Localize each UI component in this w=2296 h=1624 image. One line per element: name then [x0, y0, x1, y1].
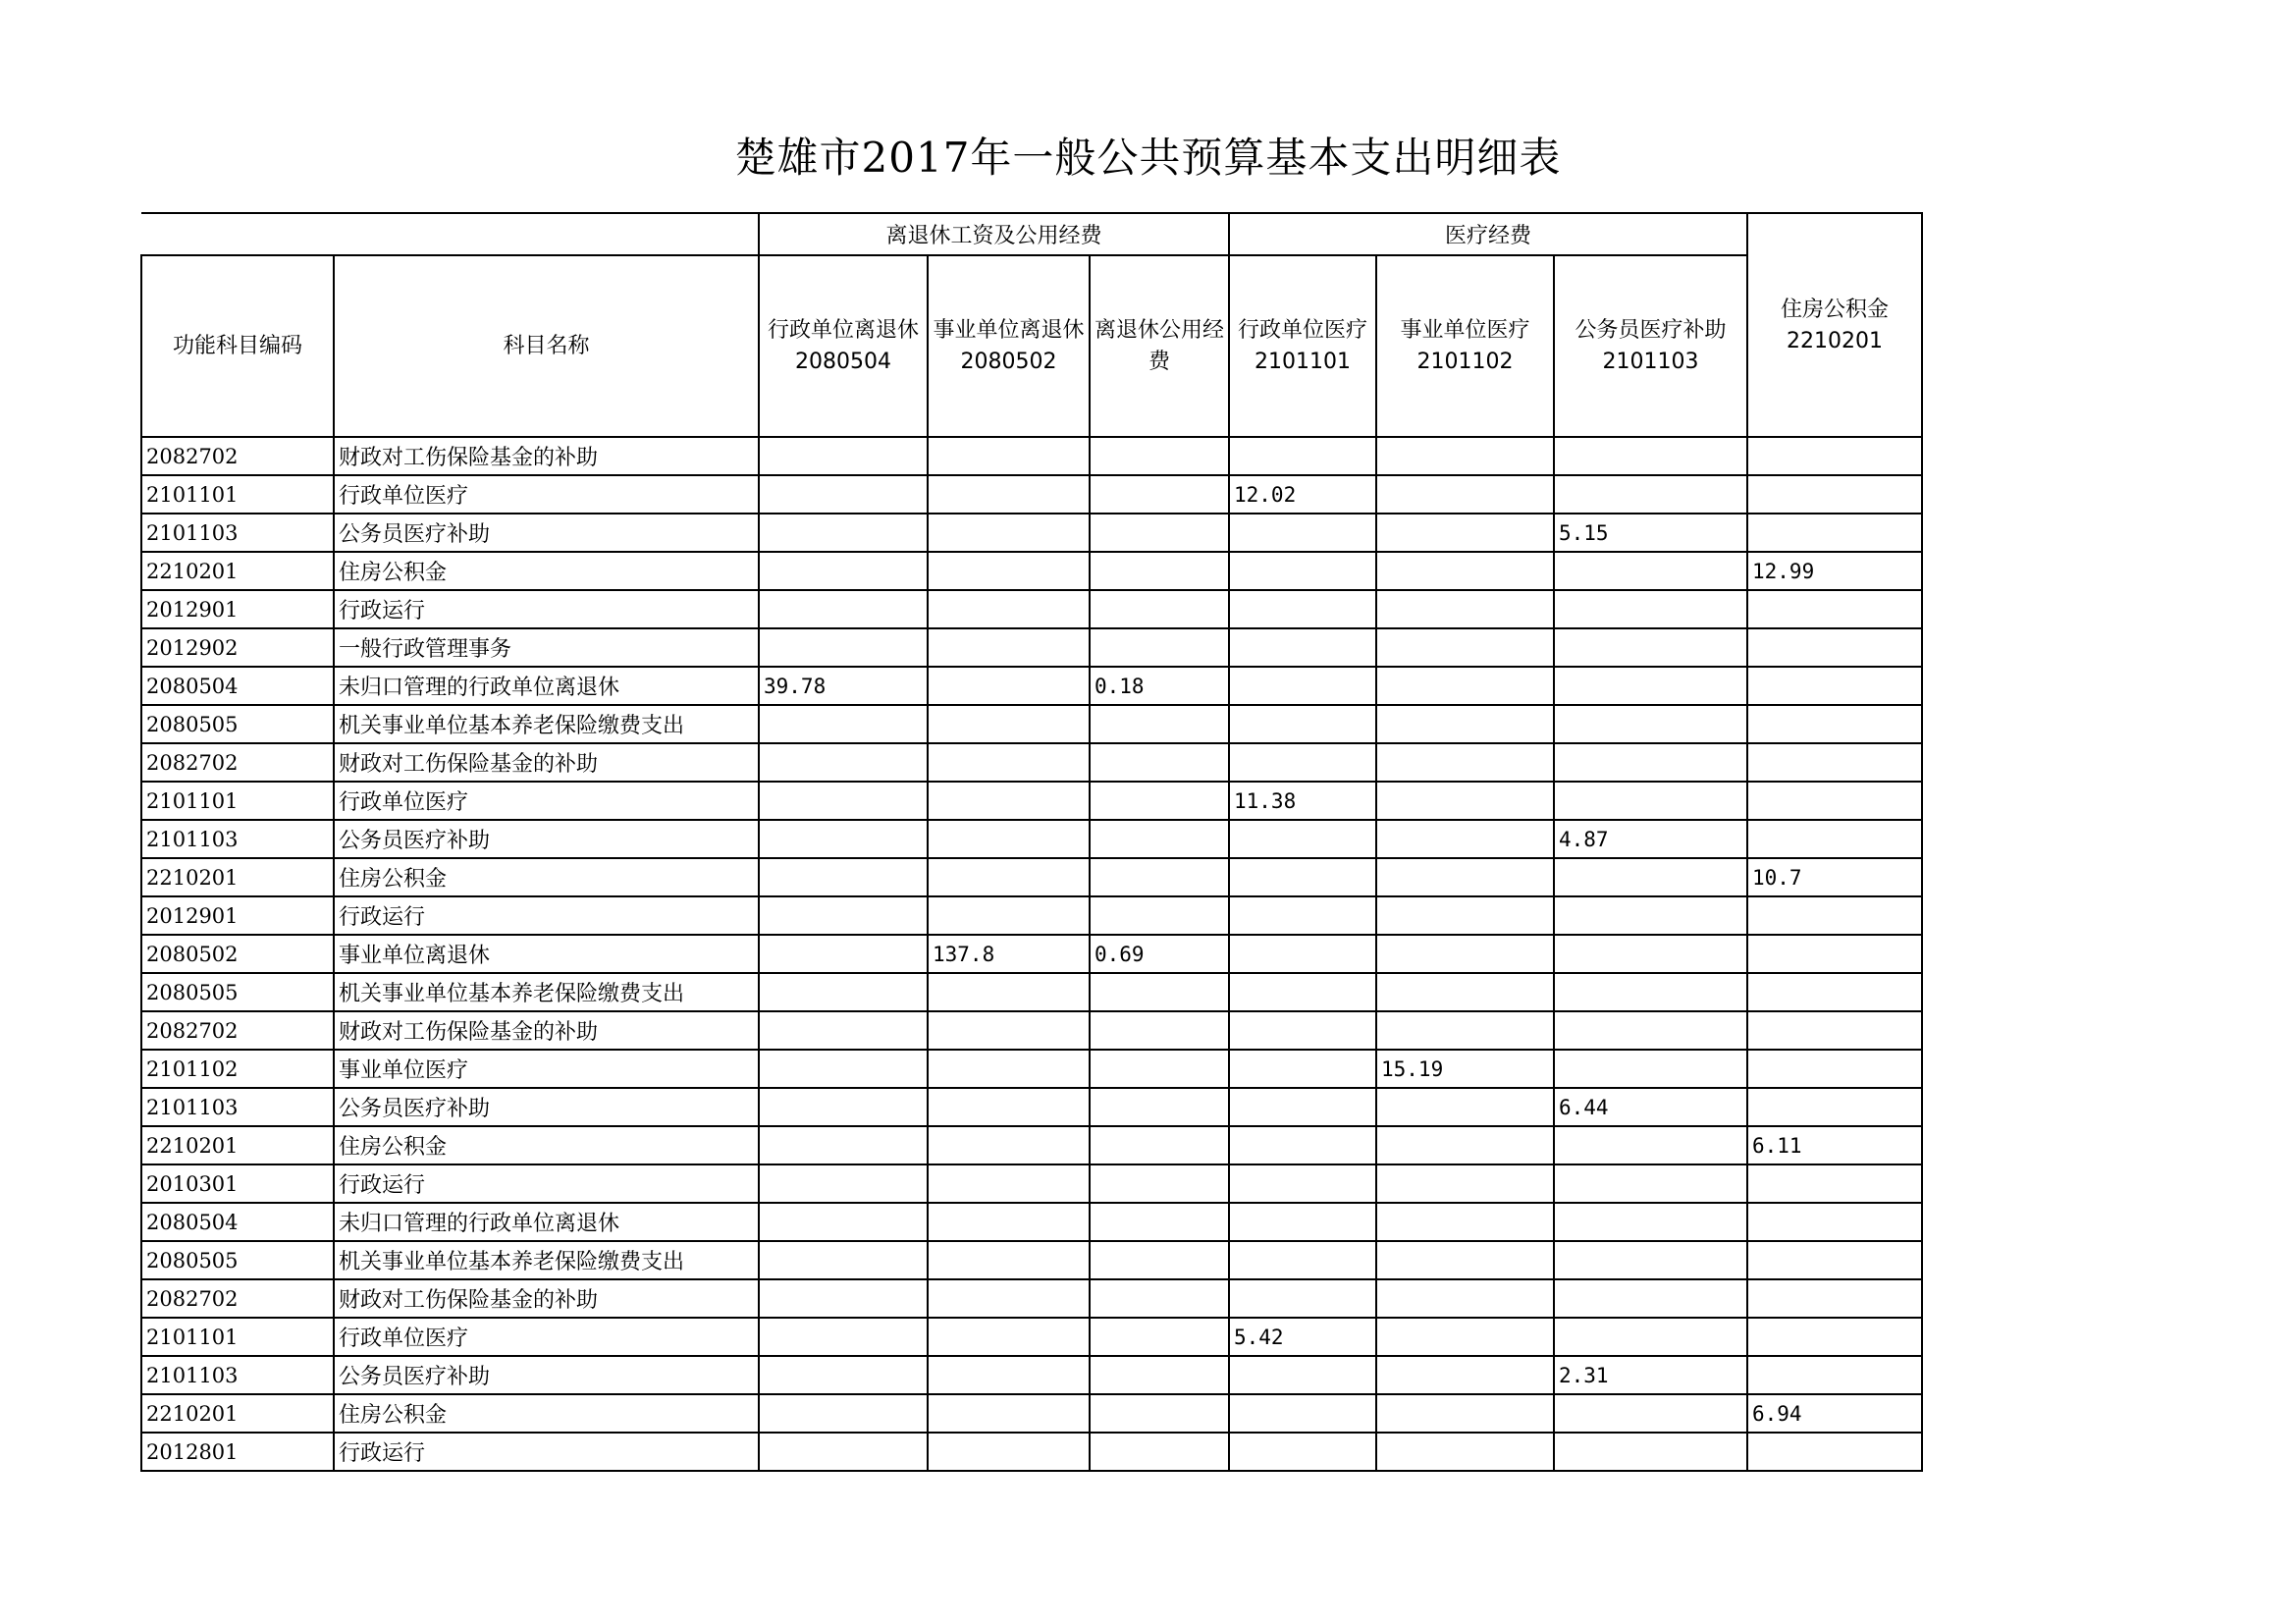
cell-admin-medical [1229, 437, 1376, 475]
cell-name: 公务员医疗补助 [334, 1356, 759, 1394]
cell-civil-medical: 4.87 [1554, 820, 1747, 858]
cell-inst-medical [1376, 782, 1554, 820]
cell-inst-retire [928, 1050, 1090, 1088]
cell-admin-retire [759, 514, 928, 552]
cell-retire-public [1090, 896, 1229, 935]
table-row [141, 1394, 1922, 1433]
cell-admin-medical [1229, 1164, 1376, 1203]
cell-admin-retire [759, 1203, 928, 1241]
cell-code: 2080504 [141, 667, 334, 705]
cell-admin-medical [1229, 743, 1376, 782]
cell-code: 2012801 [141, 1433, 334, 1471]
cell-name: 公务员医疗补助 [334, 1088, 759, 1126]
cell-admin-medical [1229, 1356, 1376, 1394]
table-row [141, 475, 1922, 514]
cell-admin-medical [1229, 1088, 1376, 1126]
table-row [141, 437, 1922, 475]
cell-admin-retire [759, 590, 928, 628]
cell-housing-fund [1747, 782, 1922, 820]
cell-retire-public [1090, 1394, 1229, 1433]
cell-code: 2101103 [141, 820, 334, 858]
table-row [141, 667, 1922, 705]
cell-housing-fund [1747, 1318, 1922, 1356]
cell-civil-medical: 2.31 [1554, 1356, 1747, 1394]
cell-retire-public [1090, 1050, 1229, 1088]
cell-inst-retire [928, 437, 1090, 475]
cell-civil-medical [1554, 973, 1747, 1011]
header-admin-medical: 行政单位医疗2101101 [1229, 255, 1376, 437]
cell-admin-retire: 39.78 [759, 667, 928, 705]
cell-name: 住房公积金 [334, 858, 759, 896]
cell-inst-retire [928, 552, 1090, 590]
cell-civil-medical [1554, 1050, 1747, 1088]
cell-retire-public [1090, 475, 1229, 514]
cell-code: 2101101 [141, 475, 334, 514]
cell-admin-retire [759, 437, 928, 475]
cell-code: 2082702 [141, 743, 334, 782]
group-header-blank [141, 213, 759, 255]
cell-admin-retire [759, 628, 928, 667]
cell-name: 行政运行 [334, 1164, 759, 1203]
cell-civil-medical [1554, 1241, 1747, 1279]
cell-name: 未归口管理的行政单位离退休 [334, 1203, 759, 1241]
cell-name: 机关事业单位基本养老保险缴费支出 [334, 973, 759, 1011]
cell-admin-retire [759, 1279, 928, 1318]
table-row [141, 1088, 1922, 1126]
cell-inst-medical [1376, 896, 1554, 935]
cell-civil-medical [1554, 935, 1747, 973]
cell-civil-medical [1554, 667, 1747, 705]
cell-admin-retire [759, 1318, 928, 1356]
cell-inst-medical [1376, 437, 1554, 475]
cell-admin-retire [759, 1050, 928, 1088]
cell-name: 财政对工伤保险基金的补助 [334, 743, 759, 782]
cell-inst-retire [928, 1279, 1090, 1318]
cell-name: 财政对工伤保险基金的补助 [334, 437, 759, 475]
cell-inst-retire [928, 896, 1090, 935]
group-header-medical: 医疗经费 [1229, 213, 1747, 255]
cell-inst-medical [1376, 1356, 1554, 1394]
table-row [141, 820, 1922, 858]
table-row [141, 1164, 1922, 1203]
cell-name: 住房公积金 [334, 1126, 759, 1164]
cell-name: 住房公积金 [334, 1394, 759, 1433]
cell-name: 住房公积金 [334, 552, 759, 590]
cell-name: 财政对工伤保险基金的补助 [334, 1279, 759, 1318]
cell-admin-medical [1229, 1126, 1376, 1164]
cell-housing-fund [1747, 514, 1922, 552]
cell-code: 2210201 [141, 1394, 334, 1433]
cell-inst-medical [1376, 973, 1554, 1011]
cell-civil-medical [1554, 1164, 1747, 1203]
cell-inst-medical [1376, 475, 1554, 514]
header-inst-medical: 事业单位医疗2101102 [1376, 255, 1554, 437]
cell-housing-fund [1747, 743, 1922, 782]
cell-inst-retire [928, 1088, 1090, 1126]
cell-civil-medical [1554, 552, 1747, 590]
cell-code: 2012901 [141, 590, 334, 628]
table-row [141, 973, 1922, 1011]
table-row [141, 1203, 1922, 1241]
cell-admin-medical [1229, 973, 1376, 1011]
cell-admin-retire [759, 1088, 928, 1126]
cell-inst-medical [1376, 935, 1554, 973]
cell-admin-medical: 11.38 [1229, 782, 1376, 820]
cell-inst-retire [928, 514, 1090, 552]
column-header-row [141, 255, 1922, 437]
cell-retire-public: 0.18 [1090, 667, 1229, 705]
cell-inst-medical [1376, 1433, 1554, 1471]
cell-retire-public [1090, 743, 1229, 782]
cell-inst-retire [928, 1394, 1090, 1433]
cell-retire-public [1090, 705, 1229, 743]
cell-retire-public [1090, 1011, 1229, 1050]
cell-inst-medical [1376, 1394, 1554, 1433]
cell-name: 财政对工伤保险基金的补助 [334, 1011, 759, 1050]
cell-admin-medical [1229, 552, 1376, 590]
cell-name: 行政单位医疗 [334, 1318, 759, 1356]
cell-civil-medical [1554, 1394, 1747, 1433]
cell-code: 2082702 [141, 1011, 334, 1050]
table-row [141, 552, 1922, 590]
cell-admin-retire [759, 1356, 928, 1394]
cell-name: 行政运行 [334, 1433, 759, 1471]
cell-admin-retire [759, 1011, 928, 1050]
cell-inst-retire [928, 1126, 1090, 1164]
cell-code: 2080504 [141, 1203, 334, 1241]
cell-housing-fund [1747, 705, 1922, 743]
cell-name: 机关事业单位基本养老保险缴费支出 [334, 1241, 759, 1279]
page-title: 楚雄市2017年一般公共预算基本支出明细表 [734, 134, 1562, 182]
cell-retire-public [1090, 820, 1229, 858]
cell-name: 机关事业单位基本养老保险缴费支出 [334, 705, 759, 743]
cell-civil-medical [1554, 475, 1747, 514]
cell-code: 2210201 [141, 1126, 334, 1164]
cell-admin-medical [1229, 514, 1376, 552]
cell-retire-public [1090, 1241, 1229, 1279]
cell-admin-medical [1229, 1433, 1376, 1471]
group-header-row [141, 213, 1922, 255]
cell-retire-public [1090, 973, 1229, 1011]
cell-inst-retire [928, 705, 1090, 743]
cell-code: 2012901 [141, 896, 334, 935]
cell-admin-retire [759, 820, 928, 858]
cell-inst-retire [928, 782, 1090, 820]
cell-retire-public [1090, 1164, 1229, 1203]
cell-housing-fund: 6.94 [1747, 1394, 1922, 1433]
cell-admin-retire [759, 858, 928, 896]
cell-code: 2080505 [141, 973, 334, 1011]
cell-housing-fund [1747, 896, 1922, 935]
cell-code: 2101101 [141, 1318, 334, 1356]
cell-inst-retire [928, 667, 1090, 705]
cell-admin-retire [759, 705, 928, 743]
cell-retire-public [1090, 628, 1229, 667]
header-retire-public: 离退休公用经费 [1090, 255, 1229, 437]
cell-admin-medical [1229, 705, 1376, 743]
cell-name: 未归口管理的行政单位离退休 [334, 667, 759, 705]
cell-code: 2080505 [141, 705, 334, 743]
table-row [141, 1433, 1922, 1471]
cell-retire-public [1090, 1433, 1229, 1471]
cell-inst-medical: 15.19 [1376, 1050, 1554, 1088]
cell-name: 行政运行 [334, 896, 759, 935]
cell-code: 2210201 [141, 858, 334, 896]
cell-admin-medical [1229, 1011, 1376, 1050]
cell-retire-public [1090, 514, 1229, 552]
table-row [141, 590, 1922, 628]
cell-housing-fund: 10.7 [1747, 858, 1922, 896]
cell-inst-retire [928, 1433, 1090, 1471]
cell-housing-fund [1747, 820, 1922, 858]
cell-inst-retire [928, 743, 1090, 782]
table-row [141, 782, 1922, 820]
cell-inst-medical [1376, 705, 1554, 743]
cell-name: 事业单位医疗 [334, 1050, 759, 1088]
cell-civil-medical [1554, 858, 1747, 896]
cell-housing-fund [1747, 1279, 1922, 1318]
table-row [141, 628, 1922, 667]
cell-retire-public [1090, 1279, 1229, 1318]
cell-admin-medical [1229, 590, 1376, 628]
cell-admin-retire [759, 1394, 928, 1433]
cell-housing-fund [1747, 1011, 1922, 1050]
cell-civil-medical: 6.44 [1554, 1088, 1747, 1126]
cell-housing-fund [1747, 1164, 1922, 1203]
cell-housing-fund [1747, 1241, 1922, 1279]
cell-inst-medical [1376, 667, 1554, 705]
cell-inst-retire [928, 475, 1090, 514]
cell-inst-medical [1376, 590, 1554, 628]
cell-inst-retire [928, 590, 1090, 628]
cell-retire-public [1090, 590, 1229, 628]
cell-inst-medical [1376, 858, 1554, 896]
cell-inst-medical [1376, 514, 1554, 552]
cell-retire-public [1090, 1203, 1229, 1241]
cell-code: 2101103 [141, 1088, 334, 1126]
cell-admin-medical [1229, 667, 1376, 705]
cell-code: 2210201 [141, 552, 334, 590]
cell-civil-medical: 5.15 [1554, 514, 1747, 552]
cell-admin-retire [759, 1164, 928, 1203]
cell-code: 2101103 [141, 514, 334, 552]
cell-inst-medical [1376, 1279, 1554, 1318]
cell-retire-public [1090, 437, 1229, 475]
table-row [141, 1011, 1922, 1050]
cell-housing-fund [1747, 1088, 1922, 1126]
cell-inst-medical [1376, 1126, 1554, 1164]
header-inst-retire: 事业单位离退休2080502 [928, 255, 1090, 437]
cell-code: 2101103 [141, 1356, 334, 1394]
cell-code: 2082702 [141, 1279, 334, 1318]
cell-admin-medical [1229, 1279, 1376, 1318]
cell-inst-medical [1376, 820, 1554, 858]
cell-admin-medical [1229, 1050, 1376, 1088]
cell-housing-fund [1747, 973, 1922, 1011]
cell-civil-medical [1554, 896, 1747, 935]
cell-admin-medical [1229, 1394, 1376, 1433]
cell-name: 行政单位医疗 [334, 475, 759, 514]
cell-name: 事业单位离退休 [334, 935, 759, 973]
table-row [141, 1318, 1922, 1356]
cell-name: 一般行政管理事务 [334, 628, 759, 667]
cell-name: 行政运行 [334, 590, 759, 628]
group-header-retirement: 离退休工资及公用经费 [759, 213, 1229, 255]
cell-housing-fund [1747, 1433, 1922, 1471]
cell-admin-retire [759, 475, 928, 514]
cell-admin-retire [759, 743, 928, 782]
cell-inst-retire [928, 1203, 1090, 1241]
cell-civil-medical [1554, 705, 1747, 743]
cell-housing-fund [1747, 475, 1922, 514]
cell-housing-fund [1747, 628, 1922, 667]
cell-housing-fund [1747, 590, 1922, 628]
cell-inst-medical [1376, 743, 1554, 782]
cell-admin-medical [1229, 935, 1376, 973]
cell-code: 2080505 [141, 1241, 334, 1279]
header-admin-retire: 行政单位离退休2080504 [759, 255, 928, 437]
cell-code: 2080502 [141, 935, 334, 973]
table-row [141, 743, 1922, 782]
cell-civil-medical [1554, 782, 1747, 820]
cell-inst-medical [1376, 1241, 1554, 1279]
cell-inst-retire [928, 858, 1090, 896]
cell-admin-retire [759, 782, 928, 820]
cell-admin-medical: 12.02 [1229, 475, 1376, 514]
cell-retire-public [1090, 1356, 1229, 1394]
cell-civil-medical [1554, 437, 1747, 475]
cell-civil-medical [1554, 1318, 1747, 1356]
cell-admin-retire [759, 1433, 928, 1471]
cell-admin-retire [759, 1126, 928, 1164]
cell-housing-fund [1747, 667, 1922, 705]
cell-code: 2082702 [141, 437, 334, 475]
cell-admin-medical [1229, 820, 1376, 858]
header-civil-medical: 公务员医疗补助2101103 [1554, 255, 1747, 437]
cell-inst-retire [928, 1011, 1090, 1050]
cell-housing-fund [1747, 437, 1922, 475]
table-row [141, 1356, 1922, 1394]
header-code: 功能科目编码 [141, 255, 334, 437]
cell-inst-retire [928, 1241, 1090, 1279]
cell-inst-medical [1376, 1011, 1554, 1050]
cell-code: 2012902 [141, 628, 334, 667]
cell-housing-fund [1747, 1203, 1922, 1241]
cell-name: 公务员医疗补助 [334, 514, 759, 552]
budget-table [140, 212, 1923, 1472]
cell-retire-public: 0.69 [1090, 935, 1229, 973]
cell-admin-retire [759, 552, 928, 590]
cell-code: 2010301 [141, 1164, 334, 1203]
cell-retire-public [1090, 1126, 1229, 1164]
cell-name: 行政单位医疗 [334, 782, 759, 820]
cell-inst-medical [1376, 1203, 1554, 1241]
table-row [141, 514, 1922, 552]
cell-inst-medical [1376, 552, 1554, 590]
cell-civil-medical [1554, 1279, 1747, 1318]
cell-inst-medical [1376, 1164, 1554, 1203]
table-row [141, 858, 1922, 896]
table-row [141, 896, 1922, 935]
cell-inst-medical [1376, 1088, 1554, 1126]
cell-civil-medical [1554, 628, 1747, 667]
cell-admin-medical [1229, 628, 1376, 667]
cell-admin-retire [759, 935, 928, 973]
cell-civil-medical [1554, 1011, 1747, 1050]
cell-admin-medical [1229, 1203, 1376, 1241]
cell-civil-medical [1554, 1203, 1747, 1241]
cell-admin-medical [1229, 896, 1376, 935]
cell-code: 2101101 [141, 782, 334, 820]
cell-housing-fund: 12.99 [1747, 552, 1922, 590]
cell-admin-retire [759, 973, 928, 1011]
cell-admin-medical [1229, 858, 1376, 896]
cell-civil-medical [1554, 590, 1747, 628]
cell-housing-fund [1747, 1356, 1922, 1394]
cell-admin-retire [759, 896, 928, 935]
cell-inst-retire [928, 1318, 1090, 1356]
cell-inst-retire: 137.8 [928, 935, 1090, 973]
cell-name: 公务员医疗补助 [334, 820, 759, 858]
cell-admin-medical: 5.42 [1229, 1318, 1376, 1356]
cell-inst-retire [928, 973, 1090, 1011]
cell-admin-retire [759, 1241, 928, 1279]
header-name: 科目名称 [334, 255, 759, 437]
cell-admin-medical [1229, 1241, 1376, 1279]
cell-retire-public [1090, 782, 1229, 820]
cell-retire-public [1090, 552, 1229, 590]
cell-civil-medical [1554, 1433, 1747, 1471]
header-housing-fund: 住房公积金2210201 [1747, 213, 1922, 437]
cell-housing-fund: 6.11 [1747, 1126, 1922, 1164]
cell-inst-medical [1376, 1318, 1554, 1356]
cell-retire-public [1090, 1318, 1229, 1356]
cell-housing-fund [1747, 1050, 1922, 1088]
cell-retire-public [1090, 1088, 1229, 1126]
cell-civil-medical [1554, 1126, 1747, 1164]
table-row [141, 1279, 1922, 1318]
table-row [141, 1126, 1922, 1164]
cell-inst-medical [1376, 628, 1554, 667]
cell-inst-retire [928, 1164, 1090, 1203]
cell-code: 2101102 [141, 1050, 334, 1088]
cell-inst-retire [928, 1356, 1090, 1394]
table-row [141, 705, 1922, 743]
table-row [141, 1050, 1922, 1088]
cell-civil-medical [1554, 743, 1747, 782]
cell-inst-retire [928, 628, 1090, 667]
cell-housing-fund [1747, 935, 1922, 973]
table-row [141, 1241, 1922, 1279]
table-row [141, 935, 1922, 973]
cell-inst-retire [928, 820, 1090, 858]
cell-retire-public [1090, 858, 1229, 896]
